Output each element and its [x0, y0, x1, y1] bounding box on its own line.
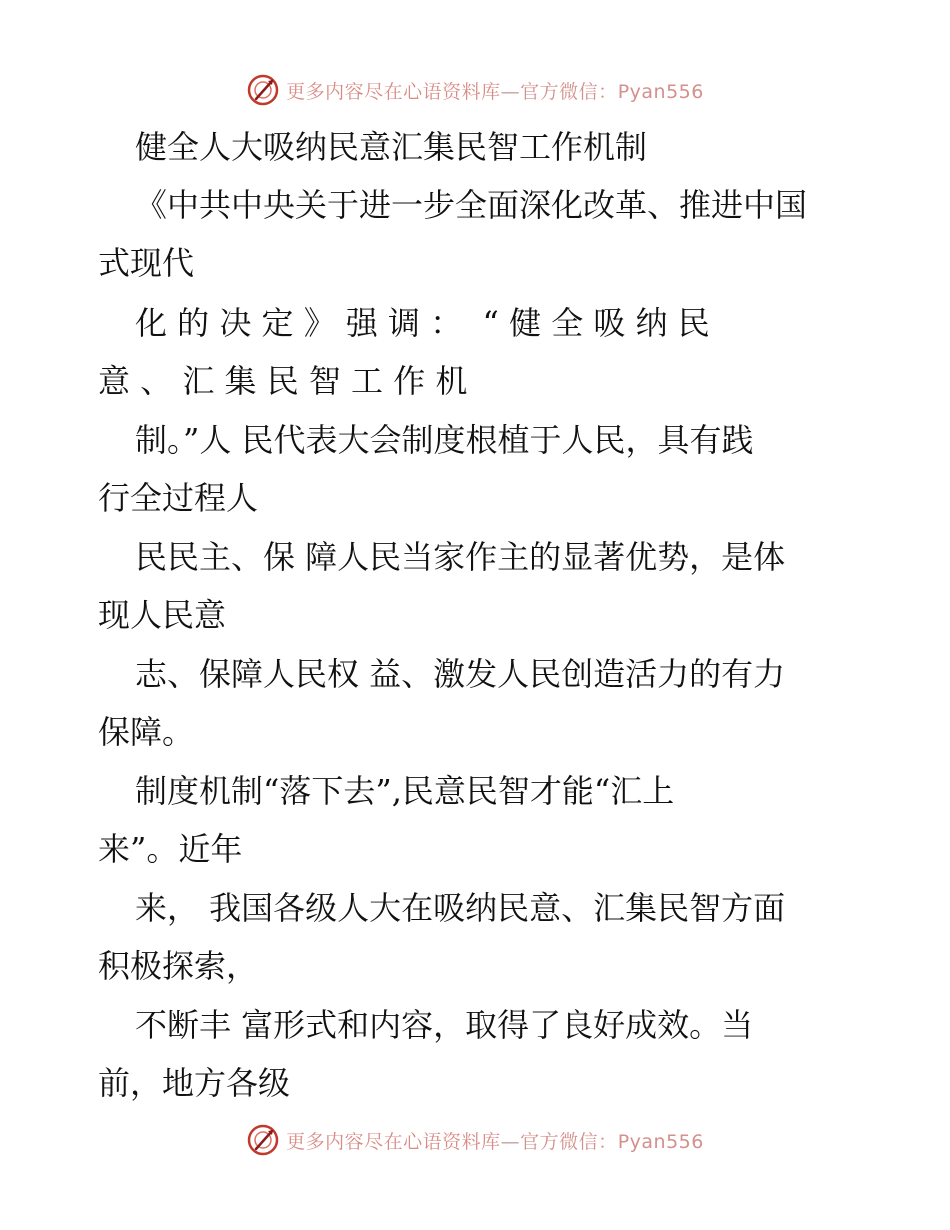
doc-line: 保障。: [98, 713, 195, 751]
doc-line: 民民主、保 障人民当家作主的显著优势，是体: [135, 538, 786, 576]
doc-title: 健全人大吸纳民意汇集民智工作机制: [135, 128, 648, 166]
doc-line: 不断丰 富形式和内容，取得了良好成效。当: [135, 1006, 754, 1044]
doc-line: 意 、 汇 集 民 智 工 作 机: [98, 362, 468, 400]
banner-separator: —: [500, 1130, 521, 1153]
banner-wechat-id: Pyan556: [617, 1130, 704, 1153]
footer-banner: [0, 1120, 950, 1160]
doc-line: 积极探索，: [98, 947, 259, 985]
banner-wechat-id: Pyan556: [617, 80, 704, 103]
brand-logo-icon: [246, 1123, 280, 1157]
banner-wechat-label: 官方微信：: [520, 1130, 618, 1153]
banner-text: [286, 1127, 704, 1154]
doc-line: 志、保障人民权 益、激发人民创造活力的有力: [135, 655, 786, 693]
doc-line: 式现代: [98, 244, 195, 282]
banner-main-text: 更多内容尽在心语资料库: [286, 1130, 501, 1153]
banner-main-text: 更多内容尽在心语资料库: [286, 80, 501, 103]
doc-line: 《中共中央关于进一步全面深化改革、推进中国: [135, 186, 808, 224]
doc-line: 行全过程人: [98, 479, 259, 517]
doc-line: 现人民意: [98, 596, 227, 634]
doc-line: 来”。近年: [98, 830, 243, 868]
doc-line: 制。”人 民代表大会制度根植于人民，具有践: [135, 421, 754, 459]
doc-line: 来， 我国各级人大在吸纳民意、汇集民智方面: [135, 889, 786, 927]
doc-line: 制度机制“落下去”,民意民智才能“汇上: [135, 772, 675, 810]
doc-line: 前，地方各级: [98, 1064, 291, 1102]
banner-separator: —: [500, 80, 521, 103]
banner-wechat-label: 官方微信：: [520, 80, 618, 103]
doc-line: 化 的 决 定 》 强 调 ： “ 健 全 吸 纳 民: [135, 304, 710, 342]
